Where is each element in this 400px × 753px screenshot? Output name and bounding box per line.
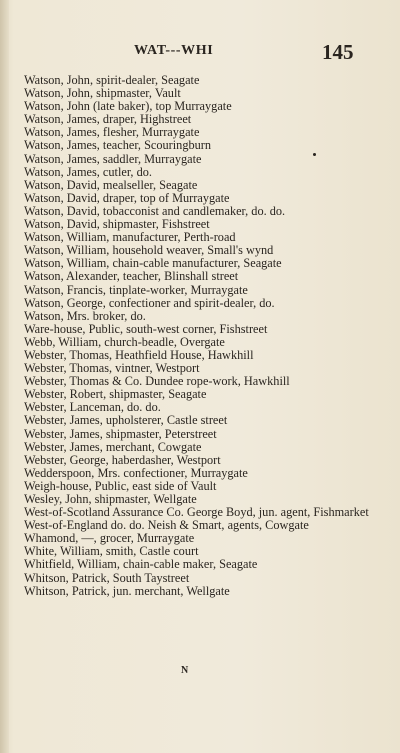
directory-entry: Watson, David, mealseller, Seagate [24,177,198,192]
directory-entry: Webster, James, shipmaster, Peterstreet [24,426,217,441]
directory-entry: Whitson, Patrick, jun. merchant, Wellgate [24,583,230,598]
directory-entry: Watson, James, saddler, Murraygate [24,151,202,166]
page-number: 145 [322,40,354,64]
directory-entry: Webster, James, merchant, Cowgate [24,439,202,454]
signature-mark: N [181,665,189,676]
directory-entry: Watson, William, manufacturer, Perth-road [24,230,236,245]
directory-entry: Watson, James, cutler, do. [24,164,152,179]
directory-entry: West-of-Scotland Assurance Co. George Boyd, jun. agent, Fishmarket [24,505,369,520]
directory-entry: Watson, John (late baker), top Murraygate [24,99,232,114]
directory-entry: Wesley, John, shipmaster, Wellgate [24,492,197,506]
page-header [0,40,400,66]
directory-entry: Watson, James, flesher, Murraygate [24,125,200,140]
directory-entry: Watson, James, teacher, Scouringburn [24,138,212,153]
directory-entry: Watson, David, tobacconist and candlemaker, do. do. [24,203,286,218]
directory-entry: Weigh-house, Public, east side of Vault [24,478,217,493]
directory-entry: Webster, Thomas, Heathfield House, Hawkhill [24,347,254,362]
directory-entry: Watson, Mrs. broker, do. [24,308,146,323]
page-gutter [0,0,9,753]
directory-entry: Wedderspoon, Mrs. confectioner, Murraygate [24,465,248,480]
directory-entry: Whitson, Patrick, South Taystreet [24,570,190,585]
directory-entry: West-of-England do. do. Neish & Smart, agents, Cowgate [24,518,309,533]
directory-entry: Watson, David, shipmaster, Fishstreet [24,217,210,232]
directory-entry: Webster, Thomas, vintner, Westport [24,361,200,376]
directory-entry: Watson, William, chain-cable manufacturer, Seagate [24,256,282,271]
directory-entry: Webb, William, church-beadle, Overgate [24,334,225,349]
directory-entry: Watson, George, confectioner and spirit-dealer, do. [24,295,275,310]
directory-entry: Webster, Robert, shipmaster, Seagate [24,387,207,402]
directory-entry: Webster, Thomas & Co. Dundee rope-work, Hawkhill [24,374,290,389]
directory-entry: White, William, smith, Castle court [24,544,199,559]
directory-entry: Watson, James, draper, Highstreet [24,112,192,127]
directory-entry: Watson, Francis, tinplate-worker, Murraygate [24,282,248,297]
directory-entry: Whamond, —, grocer, Murraygate [24,531,195,546]
directory-entry: Webster, Lanceman, do. do. [24,400,161,415]
running-head: WAT---WHI [134,43,214,58]
directory-entry: Watson, David, draper, top of Murraygate [24,190,230,205]
directory-entry: Webster, James, upholsterer, Castle street [24,413,228,428]
directory-entry: Watson, Alexander, teacher, Blinshall street [24,269,239,284]
directory-entries [24,74,390,598]
directory-entry: Watson, William, household weaver, Small's wynd [24,243,274,258]
directory-entry: Ware-house, Public, south-west corner, Fishstreet [24,321,268,336]
directory-entry: Watson, John, spirit-dealer, Seagate [24,73,200,87]
directory-entry: Webster, George, haberdasher, Westport [24,452,221,467]
directory-entry: Watson, John, shipmaster, Vault [24,86,181,101]
directory-entry: Whitfield, William, chain-cable maker, Seagate [24,557,258,572]
